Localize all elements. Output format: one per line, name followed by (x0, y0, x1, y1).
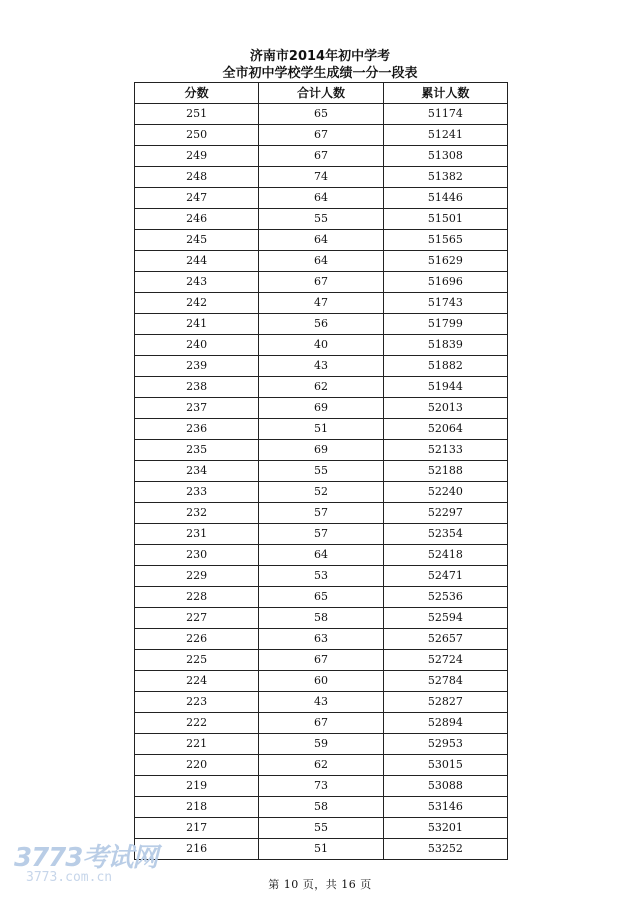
count-cell: 64 (259, 230, 383, 251)
table-header-row (135, 83, 508, 104)
cumulative-cell: 51882 (383, 356, 507, 377)
cumulative-cell: 53088 (383, 776, 507, 797)
score-distribution-table (134, 82, 508, 860)
table-row (135, 251, 508, 272)
table-row (135, 818, 508, 839)
table-row (135, 335, 508, 356)
cumulative-cell: 51839 (383, 335, 507, 356)
table-row (135, 692, 508, 713)
cumulative-cell: 51629 (383, 251, 507, 272)
score-cell: 220 (135, 755, 259, 776)
table-row (135, 587, 508, 608)
score-cell: 221 (135, 734, 259, 755)
count-cell: 60 (259, 671, 383, 692)
table-row (135, 629, 508, 650)
count-cell: 67 (259, 146, 383, 167)
cumulative-cell: 52536 (383, 587, 507, 608)
cumulative-cell: 52594 (383, 608, 507, 629)
count-cell: 67 (259, 125, 383, 146)
watermark-url: 3773.com.cn (26, 870, 113, 885)
cumulative-cell: 53015 (383, 755, 507, 776)
count-cell: 40 (259, 335, 383, 356)
table-row (135, 524, 508, 545)
cumulative-cell: 51565 (383, 230, 507, 251)
table-row (135, 461, 508, 482)
table-row (135, 125, 508, 146)
document-title: 济南市2014年初中学考 (249, 49, 391, 64)
score-cell: 246 (135, 209, 259, 230)
count-cell: 62 (259, 755, 383, 776)
cumulative-cell: 51241 (383, 125, 507, 146)
cumulative-cell: 51174 (383, 104, 507, 125)
count-cell: 64 (259, 545, 383, 566)
table-row (135, 608, 508, 629)
table-row (135, 272, 508, 293)
table-row (135, 671, 508, 692)
cumulative-cell: 52240 (383, 482, 507, 503)
score-cell: 242 (135, 293, 259, 314)
cumulative-cell: 51382 (383, 167, 507, 188)
score-cell: 227 (135, 608, 259, 629)
score-cell: 239 (135, 356, 259, 377)
count-cell: 57 (259, 524, 383, 545)
cumulative-cell: 52013 (383, 398, 507, 419)
score-cell: 244 (135, 251, 259, 272)
score-cell: 245 (135, 230, 259, 251)
cumulative-cell: 51308 (383, 146, 507, 167)
cumulative-cell: 52953 (383, 734, 507, 755)
score-cell: 224 (135, 671, 259, 692)
cumulative-cell: 53201 (383, 818, 507, 839)
score-cell: 222 (135, 713, 259, 734)
score-cell: 249 (135, 146, 259, 167)
cumulative-cell: 53146 (383, 797, 507, 818)
count-cell: 69 (259, 398, 383, 419)
count-cell: 58 (259, 797, 383, 818)
cumulative-cell: 52894 (383, 713, 507, 734)
score-cell: 228 (135, 587, 259, 608)
table-row (135, 377, 508, 398)
count-cell: 62 (259, 377, 383, 398)
score-cell: 226 (135, 629, 259, 650)
count-cell: 64 (259, 251, 383, 272)
table-row (135, 503, 508, 524)
score-cell: 247 (135, 188, 259, 209)
score-cell: 217 (135, 818, 259, 839)
count-cell: 67 (259, 650, 383, 671)
cumulative-cell: 52418 (383, 545, 507, 566)
score-cell: 241 (135, 314, 259, 335)
count-cell: 56 (259, 314, 383, 335)
count-cell: 55 (259, 818, 383, 839)
table-row (135, 839, 508, 860)
count-cell: 67 (259, 713, 383, 734)
score-cell: 225 (135, 650, 259, 671)
score-cell: 223 (135, 692, 259, 713)
cumulative-cell: 52064 (383, 419, 507, 440)
cumulative-cell: 52188 (383, 461, 507, 482)
table-row (135, 482, 508, 503)
count-cell: 52 (259, 482, 383, 503)
table-row (135, 419, 508, 440)
score-cell: 240 (135, 335, 259, 356)
score-cell: 236 (135, 419, 259, 440)
score-cell: 216 (135, 839, 259, 860)
table-row (135, 713, 508, 734)
table-row (135, 440, 508, 461)
count-cell: 65 (259, 587, 383, 608)
score-cell: 230 (135, 545, 259, 566)
count-cell: 57 (259, 503, 383, 524)
document-subtitle: 全市初中学校学生成绩一分一段表 (222, 66, 418, 81)
table-row (135, 104, 508, 125)
column-header-count: 合计人数 (259, 83, 383, 104)
count-cell: 53 (259, 566, 383, 587)
cumulative-cell: 52297 (383, 503, 507, 524)
count-cell: 59 (259, 734, 383, 755)
score-cell: 229 (135, 566, 259, 587)
cumulative-cell: 52471 (383, 566, 507, 587)
table-row (135, 650, 508, 671)
cumulative-cell: 51501 (383, 209, 507, 230)
cumulative-cell: 53252 (383, 839, 507, 860)
column-header-cumulative: 累计人数 (383, 83, 507, 104)
table-row (135, 146, 508, 167)
score-cell: 248 (135, 167, 259, 188)
count-cell: 65 (259, 104, 383, 125)
table-row (135, 797, 508, 818)
cumulative-cell: 51446 (383, 188, 507, 209)
count-cell: 51 (259, 839, 383, 860)
table-row (135, 734, 508, 755)
score-cell: 218 (135, 797, 259, 818)
table-row (135, 188, 508, 209)
count-cell: 74 (259, 167, 383, 188)
count-cell: 51 (259, 419, 383, 440)
score-cell: 251 (135, 104, 259, 125)
score-cell: 233 (135, 482, 259, 503)
cumulative-cell: 51696 (383, 272, 507, 293)
score-cell: 237 (135, 398, 259, 419)
table-row (135, 545, 508, 566)
count-cell: 43 (259, 692, 383, 713)
table-row (135, 209, 508, 230)
watermark-logo: 3773考试网 (14, 843, 158, 873)
count-cell: 64 (259, 188, 383, 209)
cumulative-cell: 51799 (383, 314, 507, 335)
count-cell: 47 (259, 293, 383, 314)
count-cell: 55 (259, 209, 383, 230)
score-cell: 219 (135, 776, 259, 797)
column-header-score: 分数 (135, 83, 259, 104)
cumulative-cell: 52133 (383, 440, 507, 461)
table-row (135, 314, 508, 335)
table-row (135, 167, 508, 188)
score-cell: 250 (135, 125, 259, 146)
table-row (135, 566, 508, 587)
cumulative-cell: 51944 (383, 377, 507, 398)
score-cell: 231 (135, 524, 259, 545)
table-row (135, 356, 508, 377)
count-cell: 67 (259, 272, 383, 293)
count-cell: 73 (259, 776, 383, 797)
cumulative-cell: 52657 (383, 629, 507, 650)
table-row (135, 293, 508, 314)
count-cell: 63 (259, 629, 383, 650)
score-cell: 238 (135, 377, 259, 398)
score-cell: 234 (135, 461, 259, 482)
count-cell: 58 (259, 608, 383, 629)
score-cell: 243 (135, 272, 259, 293)
cumulative-cell: 51743 (383, 293, 507, 314)
score-cell: 232 (135, 503, 259, 524)
count-cell: 69 (259, 440, 383, 461)
page-footer: 第 10 页，共 16 页 (268, 878, 372, 891)
table-row (135, 398, 508, 419)
count-cell: 43 (259, 356, 383, 377)
table-row (135, 755, 508, 776)
cumulative-cell: 52784 (383, 671, 507, 692)
score-cell: 235 (135, 440, 259, 461)
cumulative-cell: 52354 (383, 524, 507, 545)
table-row (135, 230, 508, 251)
count-cell: 55 (259, 461, 383, 482)
table-row (135, 776, 508, 797)
cumulative-cell: 52827 (383, 692, 507, 713)
cumulative-cell: 52724 (383, 650, 507, 671)
